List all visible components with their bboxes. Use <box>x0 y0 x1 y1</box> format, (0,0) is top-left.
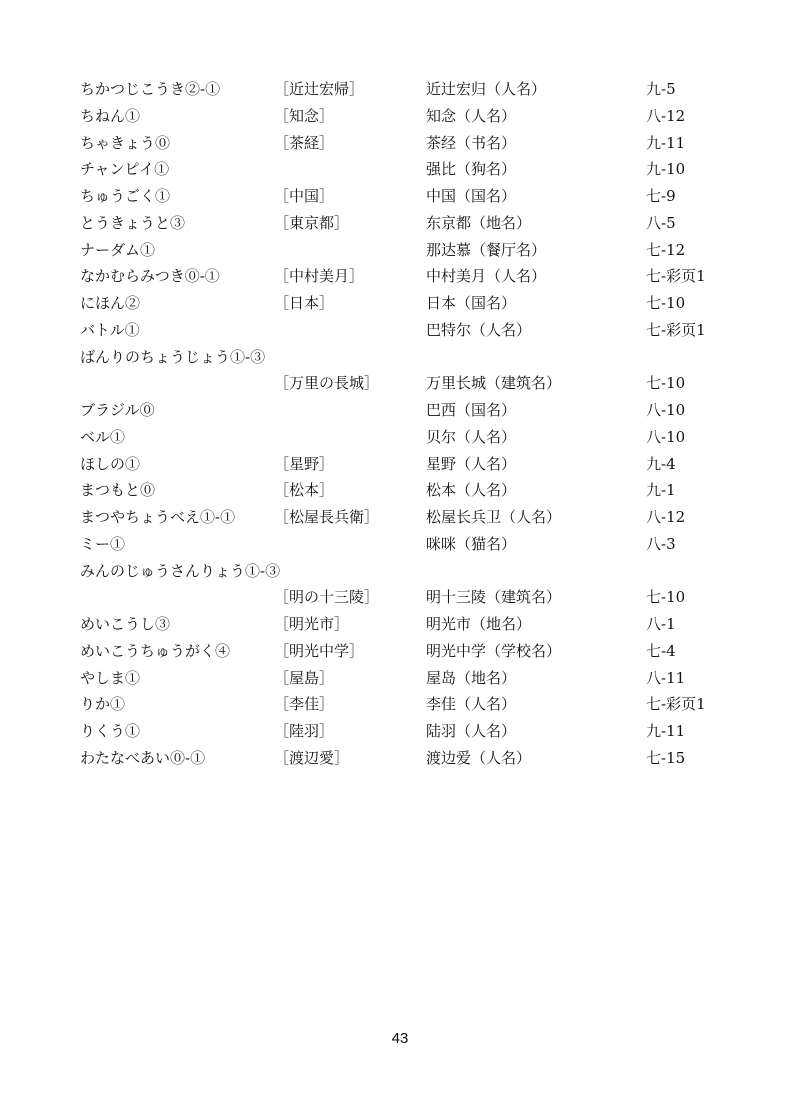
glossary-row <box>80 584 760 611</box>
glossary-row <box>80 263 760 290</box>
kanji-cell: ［松屋長兵衛］ <box>274 508 380 526</box>
reading-cell: なかむらみつき⓪-① <box>80 267 220 286</box>
page-number: 43 <box>391 1030 409 1047</box>
glossary-row <box>80 344 760 371</box>
meaning-cell: 中村美月（人名） <box>426 267 547 286</box>
meaning-cell: 知念（人名） <box>426 106 517 125</box>
reading-cell: りか① <box>80 695 126 714</box>
meaning-cell: 强比（狗名） <box>426 160 517 179</box>
reference-cell: 九-10 <box>646 160 686 179</box>
reference-cell: 七-彩页1 <box>646 267 706 286</box>
meaning-cell: 巴特尔（人名） <box>426 320 532 339</box>
reading-cell: チャンピイ① <box>80 160 170 179</box>
meaning-cell: 茶经（书名） <box>426 133 517 152</box>
kanji-cell: ［渡辺愛］ <box>274 748 350 767</box>
glossary-row <box>80 237 760 264</box>
reading-cell: ベル① <box>80 427 126 446</box>
reference-cell: 八-12 <box>646 106 686 125</box>
glossary-row <box>80 558 760 585</box>
meaning-cell: 巴西（国名） <box>426 401 517 419</box>
kanji-cell: ［万里の長城］ <box>274 374 380 393</box>
glossary-row <box>80 156 760 183</box>
reading-cell: まつもと⓪ <box>80 481 156 500</box>
kanji-cell: ［明光市］ <box>274 615 350 633</box>
reference-cell: 七-10 <box>646 294 686 312</box>
reference-cell: 七-12 <box>646 240 686 259</box>
meaning-cell: 星野（人名） <box>426 454 517 473</box>
kanji-cell: ［松本］ <box>274 481 335 500</box>
reading-cell: めいこうし③ <box>80 615 171 633</box>
reading-cell: りくう① <box>80 722 141 740</box>
reference-cell: 九-4 <box>646 454 676 473</box>
kanji-cell: ［星野］ <box>274 454 335 473</box>
glossary-row <box>80 451 760 478</box>
reference-cell: 八-10 <box>646 401 686 419</box>
meaning-cell: 渡边爱（人名） <box>426 748 532 767</box>
glossary-row <box>80 691 760 718</box>
reading-cell: やしま① <box>80 668 141 687</box>
reading-cell: わたなべあい⓪-① <box>80 748 206 767</box>
meaning-cell: 那达慕（餐厅名） <box>426 240 547 259</box>
reading-cell: ちかつじこうき②-① <box>80 80 221 98</box>
reference-cell: 九-11 <box>646 133 686 152</box>
reading-cell: みんのじゅうさんりょう①-③ <box>80 561 281 580</box>
meaning-cell: 万里长城（建筑名） <box>426 374 562 393</box>
kanji-cell: ［日本］ <box>274 294 335 312</box>
glossary-row <box>80 477 760 504</box>
meaning-cell: 明光市（地名） <box>426 615 532 633</box>
kanji-cell: ［知念］ <box>274 106 335 125</box>
glossary-row <box>80 317 760 344</box>
glossary-row <box>80 745 760 772</box>
glossary-row <box>80 290 760 317</box>
reference-cell: 八-3 <box>646 534 676 553</box>
glossary-row <box>80 718 760 745</box>
kanji-cell: ［中国］ <box>274 187 335 205</box>
glossary-list <box>80 76 760 772</box>
glossary-row <box>80 397 760 424</box>
reference-cell: 八-11 <box>646 668 686 687</box>
meaning-cell: 东京都（地名） <box>426 213 532 232</box>
glossary-row <box>80 130 760 157</box>
reference-cell: 七-9 <box>646 187 676 205</box>
glossary-row <box>80 504 760 531</box>
reference-cell: 九-5 <box>646 80 676 98</box>
reading-cell: ナーダム① <box>80 240 156 259</box>
reading-cell: バトル① <box>80 320 140 339</box>
reference-cell: 九-1 <box>646 481 676 500</box>
meaning-cell: 日本（国名） <box>426 294 517 312</box>
kanji-cell: ［屋島］ <box>274 668 335 687</box>
reading-cell: ちゃきょう⓪ <box>80 133 171 152</box>
meaning-cell: 明光中学（学校名） <box>426 641 562 660</box>
reading-cell: ばんりのちょうじょう①-③ <box>80 347 266 366</box>
glossary-row <box>80 76 760 103</box>
kanji-cell: ［明の十三陵］ <box>274 588 380 607</box>
reading-cell: ブラジル⓪ <box>80 401 155 419</box>
reading-cell: まつやちょうべえ①-① <box>80 508 236 526</box>
reference-cell: 八-12 <box>646 508 686 526</box>
glossary-row <box>80 665 760 692</box>
kanji-cell: ［李佳］ <box>274 695 335 714</box>
reference-cell: 七-15 <box>646 748 686 767</box>
meaning-cell: 松屋长兵卫（人名） <box>426 508 562 526</box>
kanji-cell: ［陸羽］ <box>274 722 335 740</box>
glossary-row <box>80 638 760 665</box>
kanji-cell: ［中村美月］ <box>274 267 365 286</box>
meaning-cell: 咪咪（猫名） <box>426 534 517 553</box>
kanji-cell: ［明光中学］ <box>274 641 365 660</box>
reference-cell: 八-10 <box>646 427 686 446</box>
meaning-cell: 中国（国名） <box>426 187 517 205</box>
reference-cell: 七-10 <box>646 374 686 393</box>
reading-cell: ちゅうごく① <box>80 187 171 205</box>
reading-cell: にほん② <box>80 294 141 312</box>
kanji-cell: ［茶経］ <box>274 133 335 152</box>
reading-cell: とうきょうと③ <box>80 213 186 232</box>
meaning-cell: 陆羽（人名） <box>426 722 517 740</box>
reference-cell: 八-5 <box>646 213 676 232</box>
reading-cell: ほしの① <box>80 454 141 473</box>
glossary-row <box>80 531 760 558</box>
reading-cell: めいこうちゅうがく④ <box>80 641 231 660</box>
meaning-cell: 明十三陵（建筑名） <box>426 588 562 607</box>
glossary-row <box>80 103 760 130</box>
reference-cell: 九-11 <box>646 722 686 740</box>
meaning-cell: 李佳（人名） <box>426 695 517 714</box>
glossary-row <box>80 370 760 397</box>
kanji-cell: ［近辻宏帰］ <box>274 80 365 98</box>
glossary-row <box>80 183 760 210</box>
meaning-cell: 屋岛（地名） <box>426 668 517 687</box>
glossary-row <box>80 611 760 638</box>
reference-cell: 七-彩页1 <box>646 320 706 339</box>
reference-cell: 七-彩页1 <box>646 695 706 714</box>
meaning-cell: 松本（人名） <box>426 481 517 500</box>
reading-cell: ミー① <box>80 534 126 553</box>
glossary-row <box>80 424 760 451</box>
reference-cell: 八-1 <box>646 615 676 633</box>
reference-cell: 七-10 <box>646 588 686 607</box>
reference-cell: 七-4 <box>646 641 676 660</box>
reading-cell: ちねん① <box>80 106 141 125</box>
meaning-cell: 近辻宏归（人名） <box>426 80 547 98</box>
meaning-cell: 贝尔（人名） <box>426 427 517 446</box>
glossary-row <box>80 210 760 237</box>
kanji-cell: ［東京都］ <box>274 213 350 232</box>
